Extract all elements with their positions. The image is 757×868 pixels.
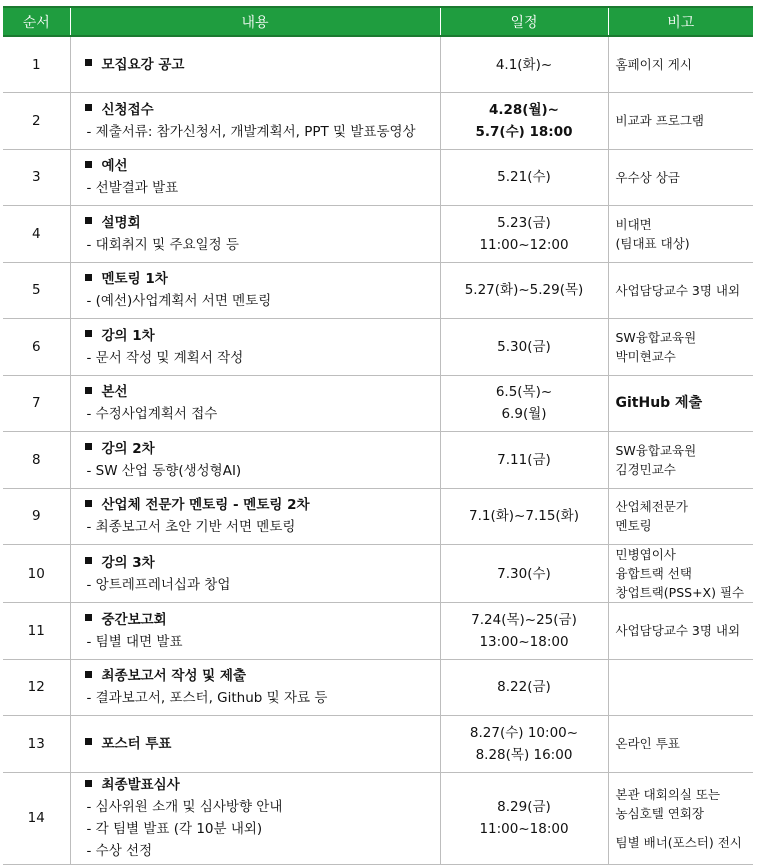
note-line: 온라인 투표 [615,736,680,752]
note-line: (팀대표 대상) [615,235,690,251]
schedule-line: 8.28(목) 16:00 [475,746,573,763]
item-detail: - 각 팀별 발표 (각 10분 내외) [86,821,263,837]
bullet-icon [85,738,92,745]
table-body [3,36,753,864]
row-note [608,603,753,660]
table-row [3,375,753,432]
row-content [70,545,440,603]
row-content [70,206,440,263]
schedule-line: 5.21(수) [497,169,551,186]
header-content: 내용 [70,7,440,36]
note-line: 박미현교수 [615,348,676,364]
row-number: 4 [3,206,70,263]
row-note [608,545,753,603]
item-title-text: 중간보고회 [101,611,167,628]
item-title [85,268,440,290]
table-row [3,716,753,773]
table-row [3,488,753,545]
item-detail: - SW 산업 동향(생성형AI) [86,462,242,479]
row-number: 8 [3,432,70,489]
row-note [608,488,753,545]
item-detail: - 수상 선정 [86,843,153,859]
row-note [608,262,753,319]
row-content [70,93,440,150]
note-line: SW융합교육원 [615,329,697,345]
item-title-text: 예선 [101,158,128,175]
row-note [608,206,753,263]
item-detail: - 제출서류: 참가신청서, 개발계획서, PPT 및 발표동영상 [86,123,416,140]
row-note [608,93,753,150]
row-note [608,432,753,489]
item-title [85,212,440,234]
item-detail: - 선발결과 발표 [86,180,179,197]
item-title-text: 설명회 [101,214,141,231]
row-number: 7 [3,375,70,432]
row-number: 10 [3,545,70,603]
item-detail: - 결과보고서, 포스터, Github 및 자료 등 [86,690,328,707]
row-note [608,716,753,773]
note-line: 비교과 프로그램 [615,113,704,129]
row-schedule [440,432,608,489]
item-detail: - 수정사업계획서 접수 [86,406,218,423]
schedule-line: 5.30(금) [497,338,551,355]
schedule-line: 5.7(수) 18:00 [475,123,573,140]
table-row [3,36,753,93]
table-row [3,603,753,660]
item-title-text: 최종보고서 작성 및 제출 [101,668,247,685]
row-content [70,488,440,545]
item-detail: - 대회취지 및 주요일정 등 [86,236,239,253]
note-line: 민병엽이사 [615,547,676,562]
bullet-icon [85,274,92,281]
row-note [608,149,753,206]
row-note [608,659,753,716]
item-title-text: 멘토링 1차 [101,271,168,288]
item-title [85,494,440,516]
row-number: 11 [3,603,70,660]
row-note [608,375,753,432]
row-note [608,319,753,376]
row-content [70,432,440,489]
header-no: 순서 [3,7,70,36]
row-number: 13 [3,716,70,773]
item-detail: - 팀별 대면 발표 [86,633,183,650]
row-note [608,36,753,93]
row-schedule [440,149,608,206]
schedule-line: 5.27(화)~5.29(목) [464,282,584,299]
row-schedule [440,36,608,93]
row-schedule [440,772,608,864]
item-title [85,155,440,177]
header-note: 비고 [608,7,753,36]
item-title-text: 본선 [101,384,128,401]
schedule-line: 6.9(월) [501,406,547,423]
note-line: 융합트랙 선택 [615,566,692,581]
row-number: 6 [3,319,70,376]
note-line: 우수상 상금 [615,169,680,185]
item-title [85,774,440,796]
note-line: 창업트랙(PSS+X) 필수 [615,585,745,600]
schedule-line: 5.23(금) [497,214,551,231]
item-title [85,552,440,574]
table-row [3,432,753,489]
item-title [85,665,440,687]
header-row [3,7,753,36]
bullet-icon [85,671,92,678]
table-row [3,206,753,263]
bullet-icon [85,443,92,450]
item-title-text: 최종발표심사 [101,777,180,793]
item-title [85,733,440,755]
schedule-line: 4.1(화)~ [495,56,553,73]
row-schedule [440,488,608,545]
bullet-icon [85,780,92,787]
row-content [70,149,440,206]
schedule-line: 4.28(월)~ [488,101,559,118]
table-row [3,545,753,603]
schedule-line: 13:00~18:00 [479,633,569,650]
item-detail: - (예선)사업계획서 서면 멘토링 [86,293,272,310]
item-title-text: 강의 3차 [101,554,155,571]
item-detail: - 최종보고서 초안 기반 서면 멘토링 [86,519,296,536]
item-title [85,438,440,460]
header-schedule: 일정 [440,7,608,36]
row-number: 2 [3,93,70,150]
table-row [3,149,753,206]
bullet-icon [85,59,92,66]
row-note [608,772,753,864]
schedule-table [3,6,753,865]
schedule-line: 11:00~18:00 [479,821,569,837]
bullet-icon [85,500,92,507]
schedule-line: 8.29(금) [497,799,551,815]
row-number: 9 [3,488,70,545]
table-row [3,319,753,376]
bullet-icon [85,387,92,394]
item-detail: - 앙트레프레너십과 창업 [86,576,231,593]
row-content [70,375,440,432]
row-schedule [440,545,608,603]
row-schedule [440,206,608,263]
row-schedule [440,262,608,319]
item-detail: - 문서 작성 및 계획서 작성 [86,349,244,366]
item-title-text: 모집요강 공고 [101,56,185,73]
note-line: 비대면 [615,216,652,232]
schedule-line: 6.5(목)~ [495,384,553,401]
item-title-text: 강의 2차 [101,440,155,457]
schedule-line: 8.22(금) [497,679,551,696]
table-row [3,262,753,319]
schedule-line: 7.1(화)~7.15(화) [469,508,579,525]
row-number: 14 [3,772,70,864]
row-schedule [440,603,608,660]
row-content [70,659,440,716]
row-schedule [440,93,608,150]
item-title-text: 강의 1차 [101,327,155,344]
bullet-icon [85,330,92,337]
item-title [85,99,440,121]
row-number: 1 [3,36,70,93]
schedule-line: 7.24(목)~25(금) [471,611,577,628]
item-detail: - 심사위원 소개 및 심사방향 안내 [86,799,283,815]
note-line: 멘토링 [615,518,652,534]
item-title-text: 산업체 전문가 멘토링 - 멘토링 2차 [101,497,310,514]
note-line: GitHub 제출 [615,394,703,411]
note-line: 농심호텔 연회장 [615,805,704,821]
note-line: 팀별 배너(포스터) 전시 [615,834,742,850]
row-content [70,772,440,864]
row-schedule [440,659,608,716]
row-schedule [440,375,608,432]
schedule-line: 7.30(수) [497,565,551,582]
table-row [3,772,753,864]
note-line: 사업담당교수 3명 내외 [615,623,741,639]
bullet-icon [85,217,92,224]
row-content [70,36,440,93]
bullet-icon [85,614,92,621]
row-content [70,319,440,376]
row-schedule [440,319,608,376]
row-content [70,716,440,773]
schedule-line: 7.11(금) [497,451,551,468]
bullet-icon [85,557,92,564]
row-number: 5 [3,262,70,319]
item-title [85,54,440,76]
row-number: 3 [3,149,70,206]
row-content [70,603,440,660]
item-title-text: 포스터 투표 [101,735,172,752]
bullet-icon [85,104,92,111]
item-title [85,381,440,403]
item-title [85,609,440,631]
note-line: 본관 대회의실 또는 [615,786,721,802]
note-line: 홈페이지 게시 [615,57,692,72]
table-row [3,659,753,716]
schedule-line: 8.27(수) 10:00~ [469,724,579,741]
row-number: 12 [3,659,70,716]
note-line: 사업담당교수 3명 내외 [615,282,741,298]
schedule-line: 11:00~12:00 [479,236,569,253]
item-title [85,325,440,347]
note-line: SW융합교육원 [615,442,697,458]
bullet-icon [85,161,92,168]
item-title-text: 신청접수 [101,101,154,118]
row-content [70,262,440,319]
row-schedule [440,716,608,773]
note-line: 산업체전문가 [615,499,688,515]
table-row [3,93,753,150]
note-line: 김경민교수 [615,461,676,477]
